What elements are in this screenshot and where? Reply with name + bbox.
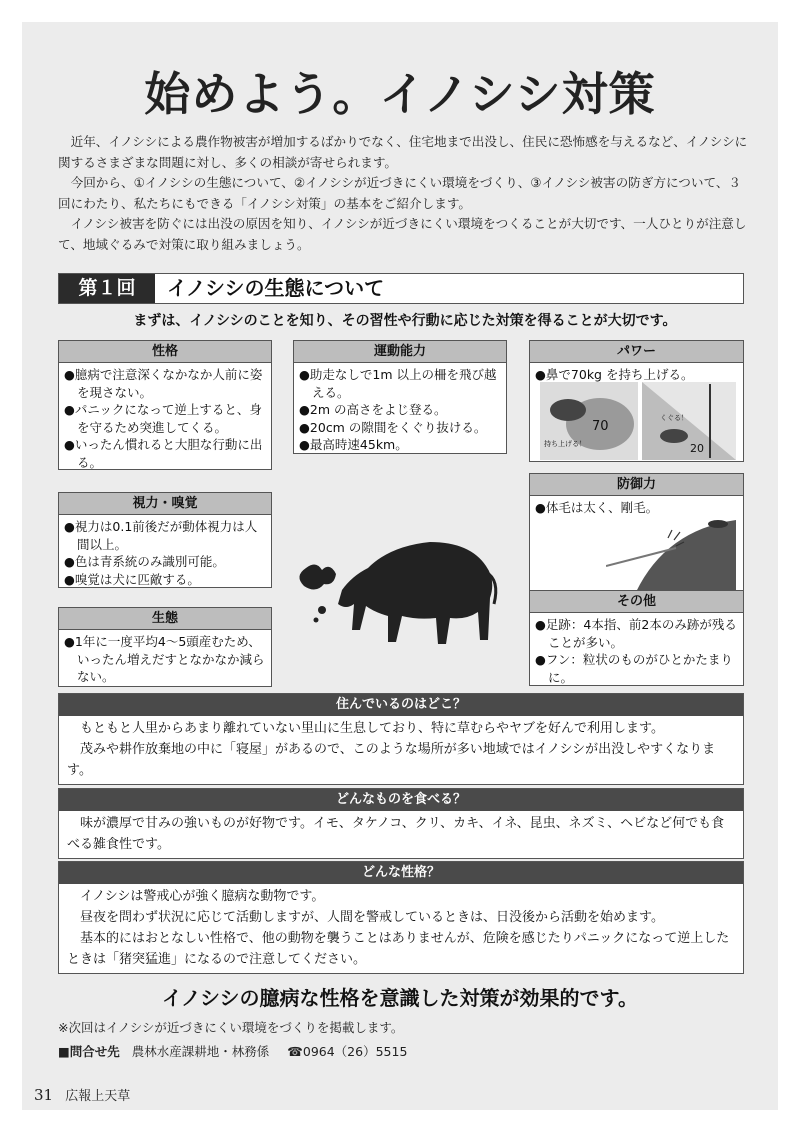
box-heading: 生態: [59, 608, 271, 630]
section-title: イノシシの生態について: [167, 276, 385, 300]
box-senses: [58, 492, 272, 588]
box-ecology: [58, 607, 272, 687]
box-body: [294, 363, 506, 457]
box-athletic: [293, 340, 507, 454]
info-habitat: [58, 693, 744, 785]
intro-text: [58, 132, 748, 255]
info-heading: どんな性格？: [59, 862, 743, 884]
section-badge: 第１回: [59, 274, 155, 303]
pic-label: くぐる！: [660, 414, 688, 422]
pic-label: 持ち上げる！: [544, 440, 586, 448]
box-body: [59, 630, 271, 689]
list-item: ●臆病で注意深くなかなか人前に姿を現さない。: [64, 367, 263, 400]
list-item: ●パニックになって逆上すると、身を守るため突進してくる。: [64, 402, 262, 435]
box-body: [530, 496, 743, 520]
list-item: ●2m の高さをよじ登る。: [299, 402, 447, 417]
next-issue-note: ※次回はイノシシが近づきにくい環境をづくりを掲載します。: [58, 1020, 404, 1035]
list-item: ●フン：粒状のものがひとかたまりに。: [535, 652, 733, 685]
info-paragraph: もともと人里からあまり離れていない里山に生息しており、特に草むらやヤブを好んで利用します。: [80, 721, 664, 736]
intro-paragraph: 今回から、①イノシシの生態について、②イノシシが近づきにくい環境をづくり、③イノシシ被害の防ぎ方について、３回にわたり、私たちにもできる「イノシシ対策」の基本をご紹介します。: [58, 175, 742, 211]
info-heading: 住んでいるのはどこ？: [59, 694, 743, 716]
closing-message: イノシシの臆病な性格を意識した対策が効果的です。: [162, 986, 638, 1010]
bristle-illustration: [606, 520, 736, 592]
page-footer: [34, 1085, 130, 1104]
info-temperament: [58, 861, 744, 974]
box-heading: 運動能力: [294, 341, 506, 363]
box-body: [59, 363, 271, 474]
page-title: 始めよう。イノシシ対策: [144, 67, 656, 121]
publication-name: 広報上天草: [65, 1089, 131, 1104]
box-personality: [58, 340, 272, 470]
list-item: ●1年に一度平均4～5頭産むため、いったん増えだすとなかなか減らない。: [64, 634, 265, 684]
list-item: ●視力は0.1前後だが動体視力は人間以上。: [64, 519, 258, 552]
box-heading: 防御力: [530, 474, 743, 496]
contact-label: ■問合せ先: [58, 1044, 120, 1059]
contact-phone: ☎0964（26）5515: [287, 1044, 408, 1059]
info-diet: [58, 788, 744, 859]
box-heading: 性格: [59, 341, 271, 363]
list-item: ●いったん慣れると大胆な行動に出る。: [64, 437, 263, 470]
info-paragraph: 茂みや耕作放棄地の中に「寝屋」があるので、このような場所が多い地域ではイノシシが出没しやすくなります。: [67, 742, 716, 778]
list-item: ●体毛は太く、剛毛。: [535, 500, 659, 515]
list-item: ●足跡：4本指、前2本のみ跡が残ることが多い。: [535, 617, 737, 650]
pic-label: 70: [592, 419, 609, 434]
info-body: [59, 811, 743, 858]
box-body: [530, 613, 743, 689]
box-body: [59, 515, 271, 591]
list-item: ●鼻で70kg を持ち上げる。: [535, 367, 694, 382]
list-item: ●色は青系統のみ識別可能。: [64, 554, 225, 569]
info-paragraph: 味が濃厚で甘みの強いものが好物です。イモ、タケノコ、クリ、カキ、イネ、昆虫、ネズミ、ヘビなど何でも食べる雑食性です。: [67, 816, 725, 852]
boar-silhouette: [290, 520, 505, 660]
contact-dept: 農林水産課耕地・林務係: [131, 1044, 270, 1059]
contact-line: [58, 1042, 407, 1060]
pic-label: 20: [690, 442, 704, 455]
list-item: ●最高時速45km。: [299, 437, 408, 452]
info-paragraph: イノシシは警戒心が強く臆病な動物です。: [80, 889, 325, 904]
intro-paragraph: イノシシ被害を防ぐには出没の原因を知り、イノシシが近づきにくい環境をつくることが大切です、一人ひとりが注意して、地域ぐるみで対策に取り組みましょう。: [58, 216, 747, 252]
box-heading: パワー: [530, 341, 743, 363]
page-number: 31: [34, 1086, 54, 1104]
power-illustration: [540, 382, 736, 460]
section-lead: まずは、イノシシのことを知り、その習性や行動に応じた対策を得ることが大切です。: [133, 313, 677, 329]
box-heading: その他: [530, 591, 743, 613]
info-body: [59, 716, 743, 784]
info-paragraph: 昼夜を問わず状況に応じて活動しますが、人間を警戒しているときは、日没後から活動を始めます。: [80, 910, 664, 925]
section-header: [58, 273, 744, 304]
info-heading: どんなものを食べる？: [59, 789, 743, 811]
box-other: [529, 590, 744, 686]
box-heading: 視力・嗅覚: [59, 493, 271, 515]
list-item: ●嗅覚は犬に匹敵する。: [64, 571, 200, 587]
intro-paragraph: 近年、イノシシによる農作物被害が増加するばかりでなく、住宅地まで出没し、住民に恐怖感を与えるなど、イノシシに関するさまざまな問題に対し、多くの相談が寄せられます。: [58, 134, 748, 170]
info-body: [59, 884, 743, 973]
list-item: ●20cm の隙間をくぐり抜ける。: [299, 419, 487, 435]
list-item: ●助走なしで1m 以上の柵を飛び越える。: [299, 367, 497, 400]
info-paragraph: 基本的にはおとなしい性格で、他の動物を襲うことはありませんが、危険を感じたりパニックになって逆上したときは「猪突猛進」になるので注意してください。: [67, 931, 730, 967]
